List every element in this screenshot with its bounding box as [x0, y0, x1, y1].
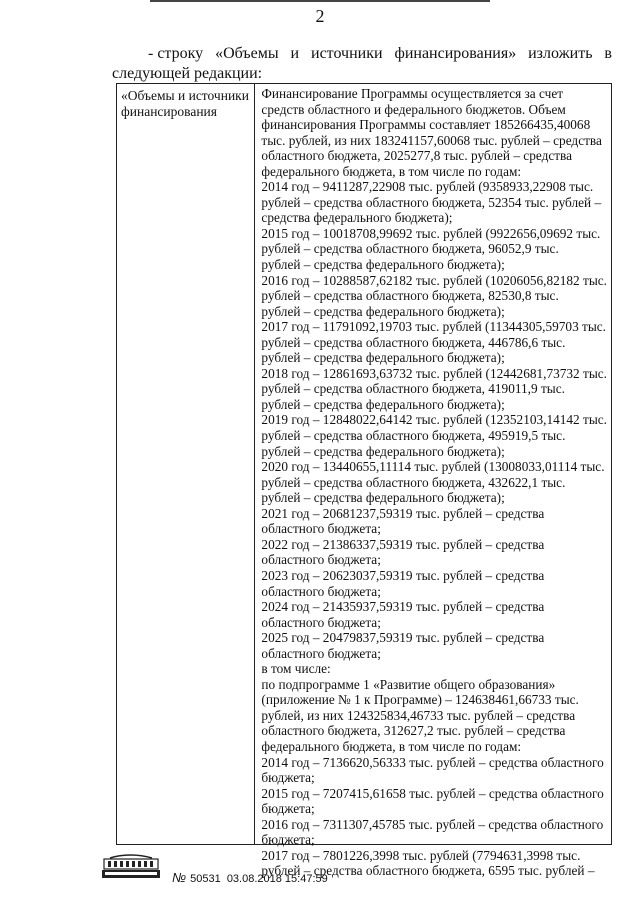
content-line: федерального бюджета, в том числе по годам:	[261, 738, 522, 754]
content-line: средств областного и федерального бюджетов. Объем	[261, 101, 566, 117]
content-line: федерального бюджета, в том числе по годам:	[261, 163, 522, 179]
registration-stamp	[172, 870, 328, 885]
content-line: финансирования Программы составляет 185266435,40068	[261, 117, 591, 133]
page-number: 2	[315, 6, 325, 26]
content-line: 2014 год – 9411287,22908 тыс. рублей (9358933,22908 тыс.	[261, 179, 594, 195]
document-number: 50531	[190, 873, 221, 885]
content-line: 2016 год – 10288587,62182 тыс. рублей (10206056,82182 тыс.	[261, 272, 607, 288]
content-line: областного бюджета, 2025277,8 тыс. рублей – средства	[261, 148, 573, 164]
content-line: Финансирование Программы осуществляется за счет	[261, 86, 564, 101]
content-line: рублей – средства областного бюджета, 419011,9 тыс.	[261, 381, 565, 397]
label-line: «Объемы и источники	[121, 88, 249, 103]
content-line: рублей – средства областного бюджета, 82530,8 тыс.	[261, 288, 559, 304]
content-line: 2017 год – 7801226,3998 тыс. рублей (7794631,3998 тыс.	[261, 847, 581, 863]
intro-paragraph	[112, 44, 612, 84]
content-line: областного бюджета;	[261, 521, 381, 537]
content-line: рублей – средства федерального бюджета);	[261, 350, 505, 366]
content-line: рублей – средства областного бюджета, 495919,5 тыс.	[261, 428, 566, 444]
content-line: 2017 год – 11791092,19703 тыс. рублей (11344305,59703 тыс.	[261, 319, 607, 335]
content-line: 2015 год – 10018708,99692 тыс. рублей (9922656,09692 тыс.	[261, 225, 601, 241]
content-line: 2016 год – 7311307,45785 тыс. рублей – средства областного	[261, 816, 604, 832]
content-line: областного бюджета;	[261, 552, 381, 568]
intro-line-1	[112, 44, 612, 64]
content-line: 2023 год – 20623037,59319 тыс. рублей – средства	[261, 567, 545, 583]
content-line: рублей – средства областного бюджета, 446786,6 тыс.	[261, 334, 566, 350]
registration-datetime: 03.08.2018 15:47:59	[226, 873, 328, 885]
table-label-cell	[117, 84, 255, 844]
content-line: тыс. рублей, из них 183241157,60068 тыс. рублей – средства	[261, 132, 602, 148]
content-line: рублей – средства областного бюджета, 6595 тыс. рублей –	[261, 863, 595, 879]
content-line: бюджета;	[261, 832, 315, 848]
intro-word: изложить	[528, 45, 593, 62]
content-line: областного бюджета;	[261, 614, 381, 630]
intro-line-2: следующей редакции:	[112, 65, 263, 82]
content-line: 2020 год – 13440655,11114 тыс. рублей (13008033,01114 тыс.	[261, 459, 605, 475]
content-line: 2025 год – 20479837,59319 тыс. рублей – средства	[261, 630, 545, 646]
scan-top-edge	[150, 0, 490, 2]
registry-logo-icon	[100, 850, 162, 882]
content-line: рублей – средства областного бюджета, 96052,9 тыс.	[261, 241, 559, 257]
intro-word: «Объемы	[215, 45, 279, 62]
content-line: 2019 год – 12848022,64142 тыс. рублей (12352103,14142 тыс.	[261, 412, 607, 428]
content-line: в том числе:	[261, 661, 331, 677]
document-footer	[100, 850, 500, 890]
content-line: бюджета;	[261, 801, 315, 817]
content-line: рублей – средства федерального бюджета);	[261, 443, 505, 459]
content-line: рублей, из них 124325834,46733 тыс. рублей – средства	[261, 707, 576, 723]
content-line: 2015 год – 7207415,61658 тыс. рублей – средства областного	[261, 785, 604, 801]
intro-word: источники	[311, 45, 383, 62]
content-line: бюджета;	[261, 770, 315, 786]
number-sign: №	[172, 870, 187, 885]
intro-word: - строку	[148, 45, 204, 62]
intro-word: в	[604, 45, 612, 62]
content-line: 2018 год – 12861693,63732 тыс. рублей (12442681,73732 тыс.	[261, 365, 607, 381]
content-line: 2014 год – 7136620,56333 тыс. рублей – средства областного	[261, 754, 604, 770]
content-line: рублей – средства федерального бюджета);	[261, 257, 505, 273]
content-line: рублей – средства федерального бюджета);	[261, 490, 505, 506]
intro-word: и	[290, 45, 300, 62]
content-line: 2021 год – 20681237,59319 тыс. рублей – средства	[261, 505, 545, 521]
content-line: областного бюджета;	[261, 583, 381, 599]
content-line: областного бюджета, 312627,2 тыс. рублей – средства	[261, 723, 566, 739]
content-line: рублей – средства федерального бюджета);	[261, 303, 505, 319]
label-line: финансирования	[121, 104, 217, 119]
content-line: средства федерального бюджета);	[261, 210, 453, 226]
content-line: рублей – средства областного бюджета, 52354 тыс. рублей –	[261, 194, 602, 210]
content-line: областного бюджета;	[261, 645, 381, 661]
content-line: по подпрограмме 1 «Развитие общего образования»	[261, 676, 556, 692]
content-line: рублей – средства областного бюджета, 432622,1 тыс.	[261, 474, 566, 490]
intro-word: финансирования»	[394, 45, 517, 62]
content-line: 2024 год – 21435937,59319 тыс. рублей – средства	[261, 599, 545, 615]
table-content-cell	[255, 84, 611, 879]
content-line: (приложение № 1 к Программе) – 124638461,66733 тыс.	[261, 692, 579, 708]
content-line: 2022 год – 21386337,59319 тыс. рублей – средства	[261, 536, 545, 552]
content-line: рублей – средства федерального бюджета);	[261, 396, 505, 412]
